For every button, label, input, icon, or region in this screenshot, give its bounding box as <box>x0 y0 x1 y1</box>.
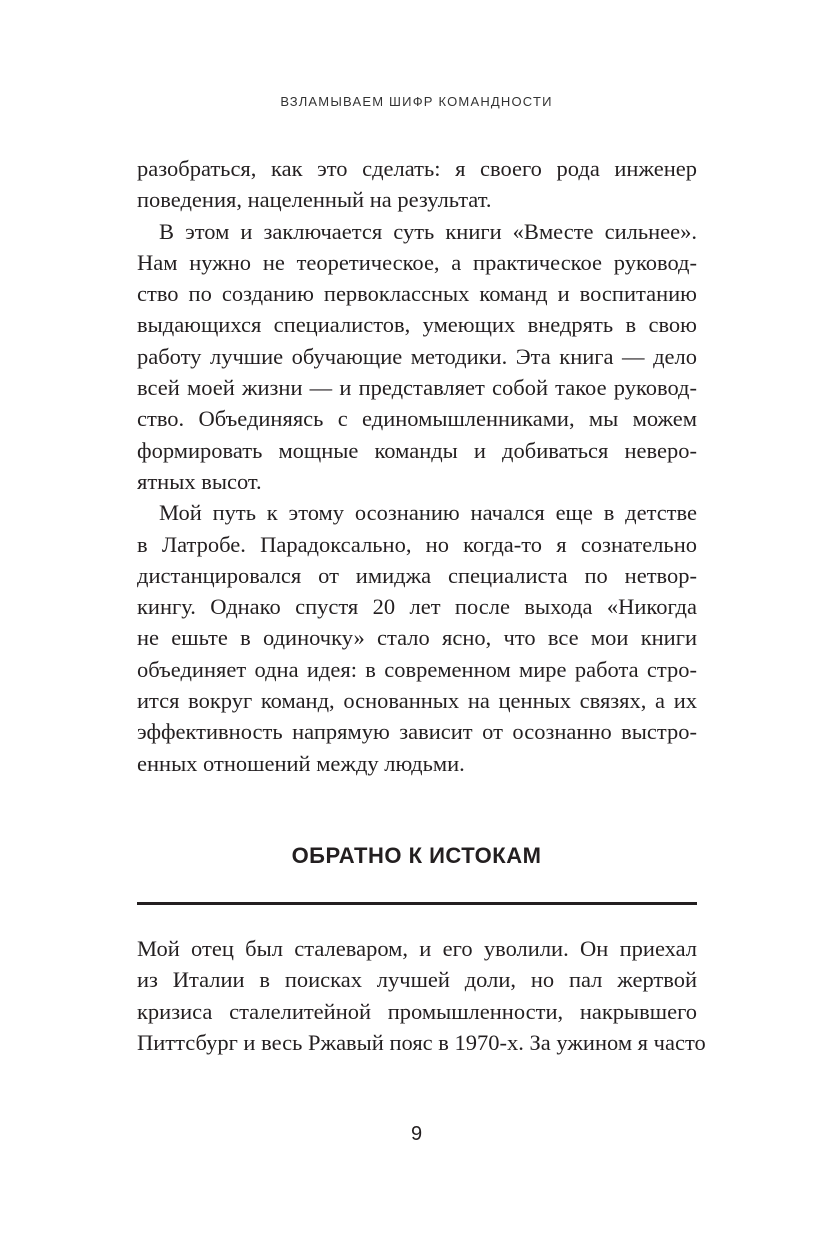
text-line: объединяет одна идея: в современном мире работа стро- <box>137 656 697 682</box>
body-text-before-heading <box>137 153 697 779</box>
text-line: кингу. Однако спустя 20 лет после выхода «Никогда <box>137 594 697 620</box>
running-head: ВЗЛАМЫВАЕМ ШИФР КОМАНДНОСТИ <box>280 94 553 109</box>
text-line: ятных высот. <box>137 468 262 494</box>
text-line: из Италии в поисках лучшей доли, но пал жертвой <box>137 967 697 993</box>
text-line: ство по созданию первоклассных команд и воспитанию <box>137 281 697 307</box>
text-line: поведения, нацеленный на результат. <box>137 187 492 213</box>
text-line: не ешьте в одиночку» стало ясно, что все мои книги <box>137 625 697 651</box>
text-line: Нам нужно не теоретическое, а практическое руковод- <box>137 249 697 275</box>
text-line: выдающихся специалистов, умеющих внедрять в свою <box>137 312 697 338</box>
text-line: Мой путь к этому осознанию начался еще в детстве <box>159 500 697 526</box>
text-line: формировать мощные команды и добиваться невеpo- <box>137 437 697 463</box>
text-line: Питтсбург и весь Ржавый пояс в 1970-х. За ужином я часто <box>137 1029 706 1055</box>
text-line: разобраться, как это сделать: я своего рода инженер <box>137 156 697 181</box>
section-heading: ОБРАТНО К ИСТОКАМ <box>291 843 542 868</box>
page-number: 9 <box>410 1123 423 1145</box>
body-text-after-heading <box>137 933 706 1058</box>
text-line: всей моей жизни — и представляет собой такое руковод- <box>137 375 697 401</box>
text-line: енных отношений между людьми. <box>137 750 465 776</box>
text-line: В этом и заключается суть книги «Вместе сильнее». <box>159 218 697 244</box>
text-line: в Латробе. Парадоксально, но когда-то я сознательно <box>137 531 697 557</box>
text-line: дистанцировался от имиджа специалиста по нетвор- <box>137 562 697 588</box>
text-line: Мой отец был сталеваром, и его уволили. Он приехал <box>137 936 697 961</box>
heading-divider <box>137 902 697 905</box>
text-line: кризиса сталелитейной промышленности, накрывшего <box>137 998 697 1024</box>
text-line: работу лучшие обучающие методики. Эта книга — дело <box>137 343 697 369</box>
text-line: ится вокруг команд, основанных на ценных связях, а их <box>137 688 697 714</box>
text-line: ство. Объединяясь с единомышленниками, мы можем <box>137 406 697 432</box>
text-line: эффективность напрямую зависит от осознанно выстро- <box>137 719 697 745</box>
